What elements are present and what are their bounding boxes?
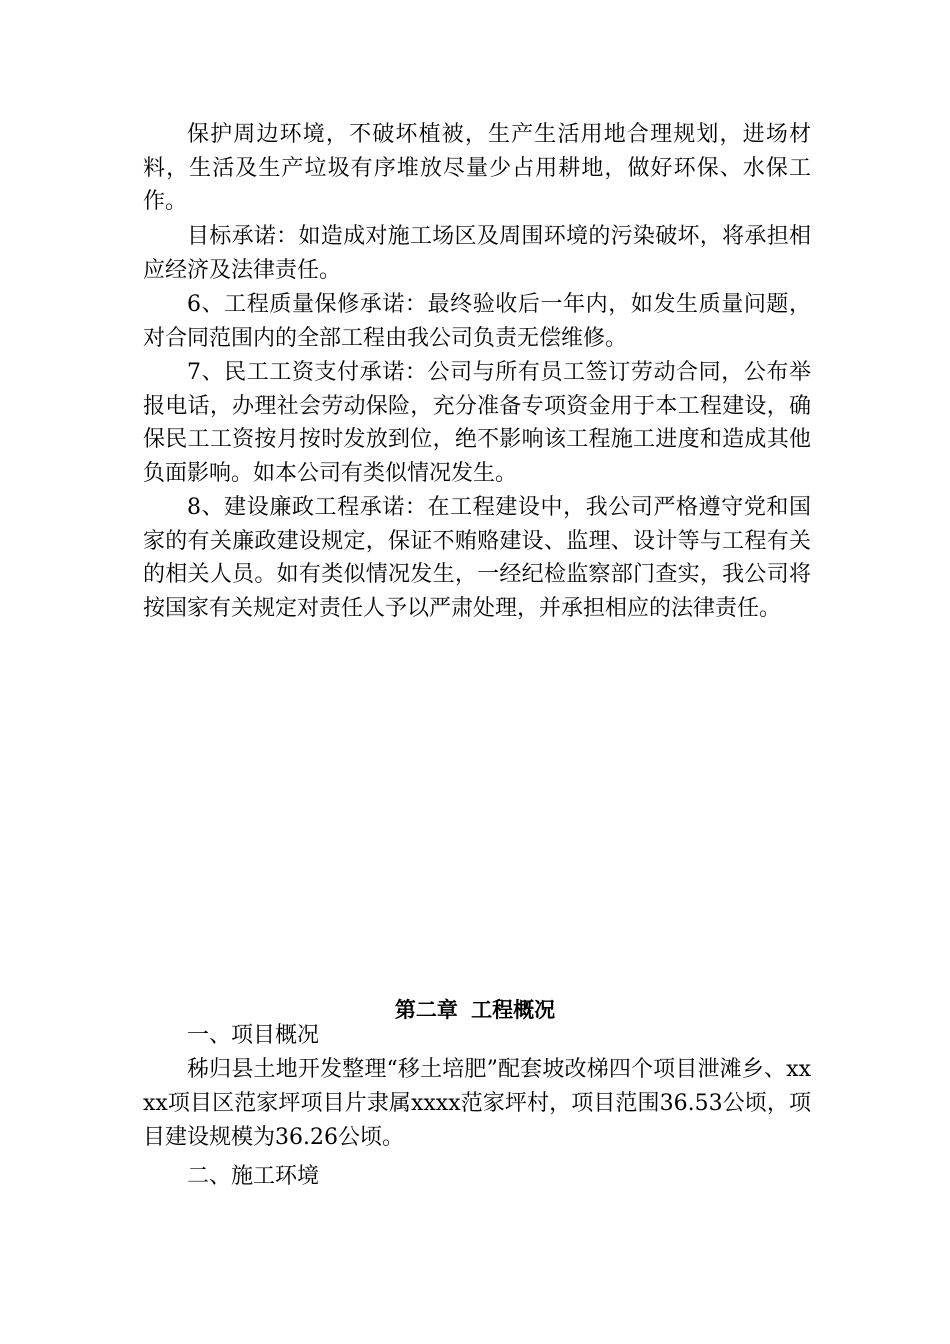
paragraph-quality-warranty: 6、工程质量保修承诺：最终验收后一年内，如发生质量问题，对合同范围内的全部工程由我公司负责无偿维修。 — [143, 292, 811, 351]
section-heading-construction-environment: 二、施工环境 — [187, 1164, 320, 1189]
paragraph-project-overview: 秭归县土地开发整理“移土培肥”配套坡改梯四个项目泄滩乡、xxxx项目区范家坪项目片隶属xxxx范家坪村，项目范围36.53公顷，项目建设规模为36.26公顷。 — [143, 1057, 811, 1150]
paragraph-environment-protection: 保护周边环境，不破坏植被，生产生活用地合理规划，进场材料，生活及生产垃圾有序堆放尽量少占用耕地，做好环保、水保工作。 — [143, 122, 811, 214]
paragraph-integrity-commitment: 8、建设廉政工程承诺：在工程建设中，我公司严格遵守党和国家的有关廉政建设规定，保证不贿赂建设、监理、设计等与工程有关的相关人员。如有类似情况发生，一经纪检监察部门查实，我公司将按国家有关规定对责任人予以严肃处理，并承担相应的法律责任。 — [143, 495, 811, 621]
chapter-title: 第二章 工程概况 — [394, 998, 556, 1022]
paragraph-target-commitment: 目标承诺：如造成对施工场区及周围环境的污染破坏，将承担相应经济及法律责任。 — [143, 224, 811, 283]
section-heading-project-overview: 一、项目概况 — [187, 1023, 320, 1048]
paragraph-wage-payment: 7、民工工资支付承诺：公司与所有员工签订劳动合同，公布举报电话，办理社会劳动保险，充分准备专项资金用于本工程建设，确保民工工资按月按时发放到位，绝不影响该工程施工进度和造成其他负面影响。如本公司有类似情况发生。 — [143, 360, 811, 486]
